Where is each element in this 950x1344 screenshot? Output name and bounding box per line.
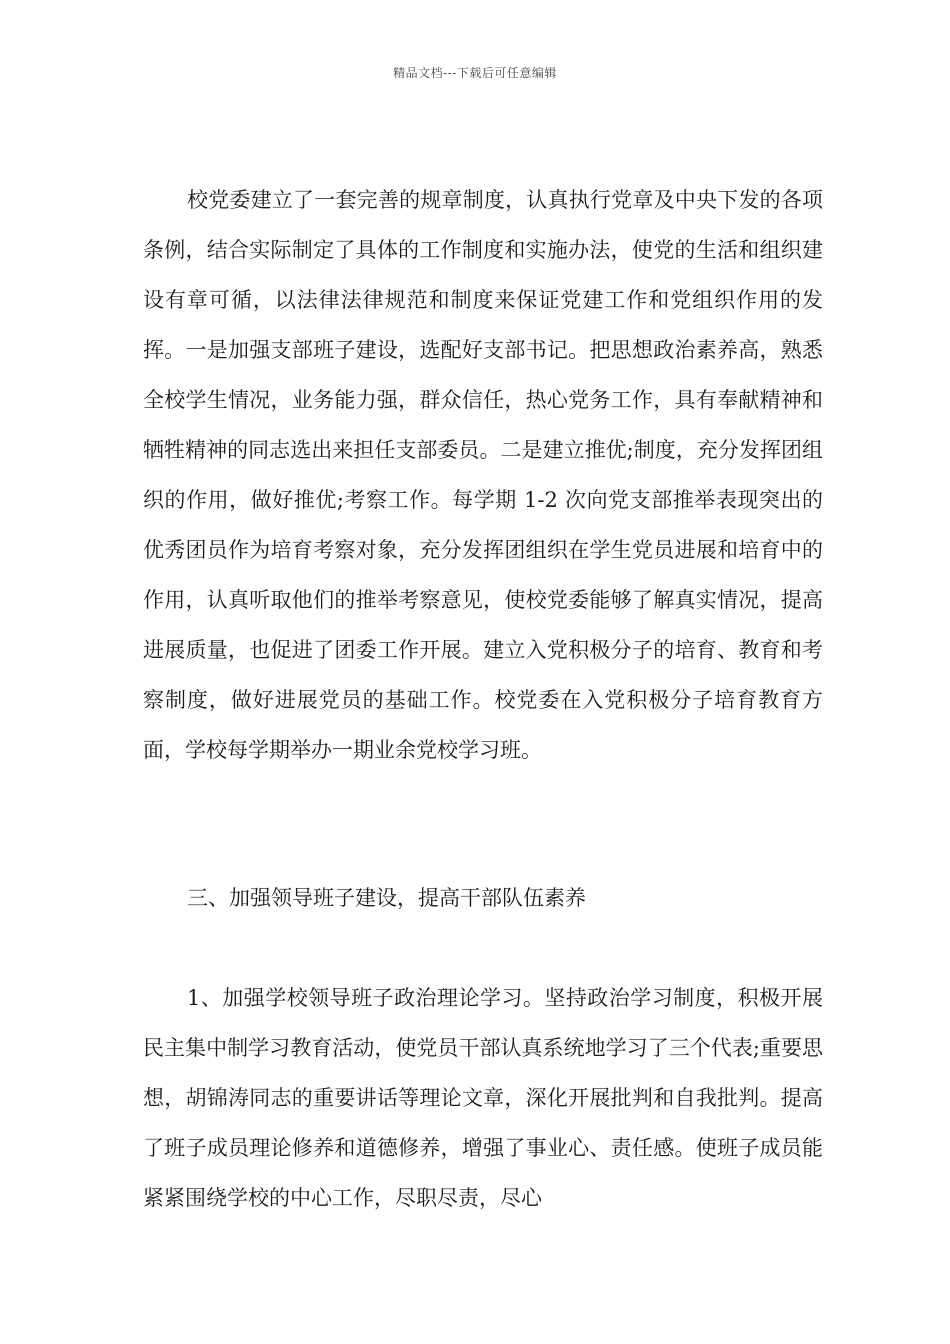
body-paragraph-1: 校党委建立了一套完善的规章制度，认真执行党章及中央下发的各项条例，结合实际制定了具体的工作制度和实施办法，使党的生活和组织建设有章可循，以法律法律规范和制度来保证党建工作和党组织作用的发挥。一是加强支部班子建设，选配好支部书记。把思想政治素养高，熟悉全校学生情况，业务能力强，群众信任，热心党务工作，具有奉献精神和牺牲精神的同志选出来担任支部委员。二是建立推优;制度，充分发挥团组织的作用，做好推优;考察工作。每学期 1-2 次向党支部推举表现突出的优秀团员作为培育考察对象，充分发挥团组织在学生党员进展和培育中的作用，认真听取他们的推举考察意见，使校党委能够了解真实情况，提高进展质量，也促进了团委工作开展。建立入党积极分子的培育、教育和考察制度，做好进展党员的基础工作。校党委在入党积极分子培育教育方面，学校每学期举办一期业余党校学习班。 (143, 188, 823, 762)
page-header: 精品文档---下载后可任意编辑 (393, 66, 557, 80)
section-heading: 三、加强领导班子建设，提高干部队伍素养 (187, 886, 586, 910)
body-paragraph-2: 1、加强学校领导班子政治理论学习。坚持政治学习制度，积极开展民主集中制学习教育活动，使党员干部认真系统地学习了三个代表;重要思想，胡锦涛同志的重要讲话等理论文章，深化开展批判和自我批判。提高了班子成员理论修养和道德修养，增强了事业心、责任感。使班子成员能紧紧围绕学校的中心工作，尽职尽责，尽心 (143, 986, 823, 1210)
